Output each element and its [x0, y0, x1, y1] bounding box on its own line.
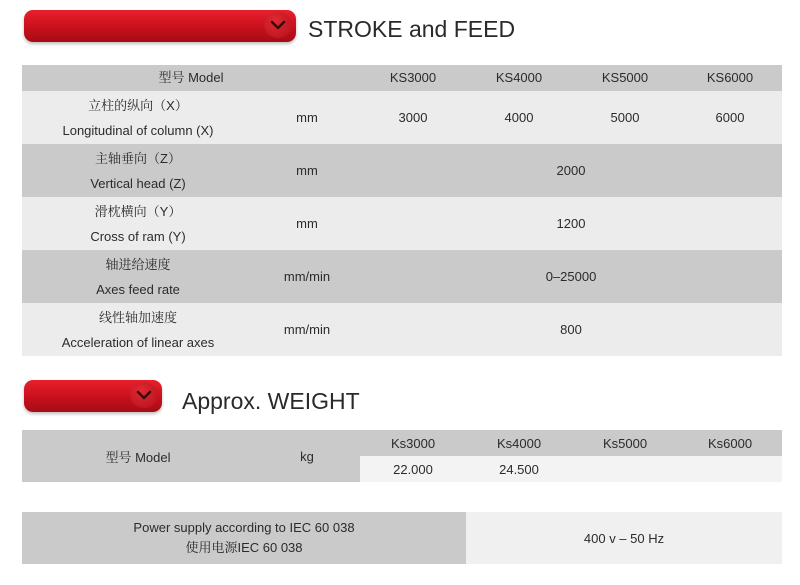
row-value: 4000: [466, 91, 572, 144]
weight-section-title: Approx. WEIGHT: [182, 388, 360, 414]
weight-value: 24.500: [466, 456, 572, 482]
row-label-cn: 轴进给速度: [105, 256, 171, 272]
chevron-down-icon: [135, 388, 153, 402]
row-label-cn: 滑枕横向（Y）: [94, 203, 182, 219]
row-label-en: Vertical head (Z): [90, 175, 186, 191]
row-label-en: Cross of ram (Y): [90, 228, 186, 244]
row-unit: mm: [254, 91, 360, 144]
row-unit: mm: [254, 144, 360, 197]
weight-banner: [24, 380, 162, 412]
table-row: [22, 91, 782, 144]
power-label-en: Power supply according to IEC 60 038: [133, 520, 355, 535]
row-label: [22, 91, 254, 144]
row-unit: mm/min: [254, 303, 360, 356]
model-header: KS6000: [678, 65, 782, 91]
row-label-en: Acceleration of linear axes: [61, 334, 215, 350]
row-label: [22, 144, 254, 197]
power-supply-table: [22, 512, 782, 564]
row-value: 6000: [678, 91, 782, 144]
table-row: [22, 250, 782, 303]
row-value: 0–25000: [360, 250, 782, 303]
weight-banner-toggle[interactable]: [130, 382, 158, 408]
stroke-banner: [24, 10, 296, 42]
stroke-section-title: STROKE and FEED: [308, 16, 516, 42]
weight-unit: kg: [254, 430, 360, 482]
row-value: 5000: [572, 91, 678, 144]
row-label-cn: 线性轴加速度: [98, 309, 177, 325]
row-value: 2000: [360, 144, 782, 197]
row-label: [22, 303, 254, 356]
table-row: [22, 144, 782, 197]
row-value: 1200: [360, 197, 782, 250]
row-label: [22, 250, 254, 303]
power-label: [22, 512, 466, 564]
row-label-cn: 立柱的纵向（X）: [88, 97, 188, 113]
row-unit: mm: [254, 197, 360, 250]
weight-value: [572, 456, 678, 482]
weight-value: [678, 456, 782, 482]
row-unit: mm/min: [254, 250, 360, 303]
stroke-feed-table: [22, 65, 782, 356]
table-row: [22, 512, 782, 564]
table-row: [22, 197, 782, 250]
weight-table: [22, 430, 782, 482]
model-header: KS4000: [466, 65, 572, 91]
table-row: [22, 303, 782, 356]
row-label-en: Axes feed rate: [96, 281, 180, 297]
power-label-cn: 使用电源IEC 60 038: [185, 540, 303, 555]
weight-model-header: Ks3000: [360, 430, 466, 456]
weight-model-header: Ks6000: [678, 430, 782, 456]
weight-model-label: 型号 Model: [22, 430, 254, 482]
model-header: KS3000: [360, 65, 466, 91]
weight-model-header: Ks4000: [466, 430, 572, 456]
chevron-down-icon: [269, 18, 287, 32]
stroke-banner-toggle[interactable]: [264, 12, 292, 38]
row-value: 800: [360, 303, 782, 356]
row-value: 3000: [360, 91, 466, 144]
row-label: [22, 197, 254, 250]
row-label-cn: 主轴垂向（Z）: [95, 150, 181, 166]
model-header: KS5000: [572, 65, 678, 91]
weight-value: 22.000: [360, 456, 466, 482]
table-row: [22, 430, 782, 456]
table-header-row: [22, 65, 782, 91]
row-label-en: Longitudinal of column (X): [62, 122, 214, 138]
model-header-label: 型号 Model: [22, 65, 360, 91]
weight-model-header: Ks5000: [572, 430, 678, 456]
power-value: 400 v – 50 Hz: [466, 512, 782, 564]
